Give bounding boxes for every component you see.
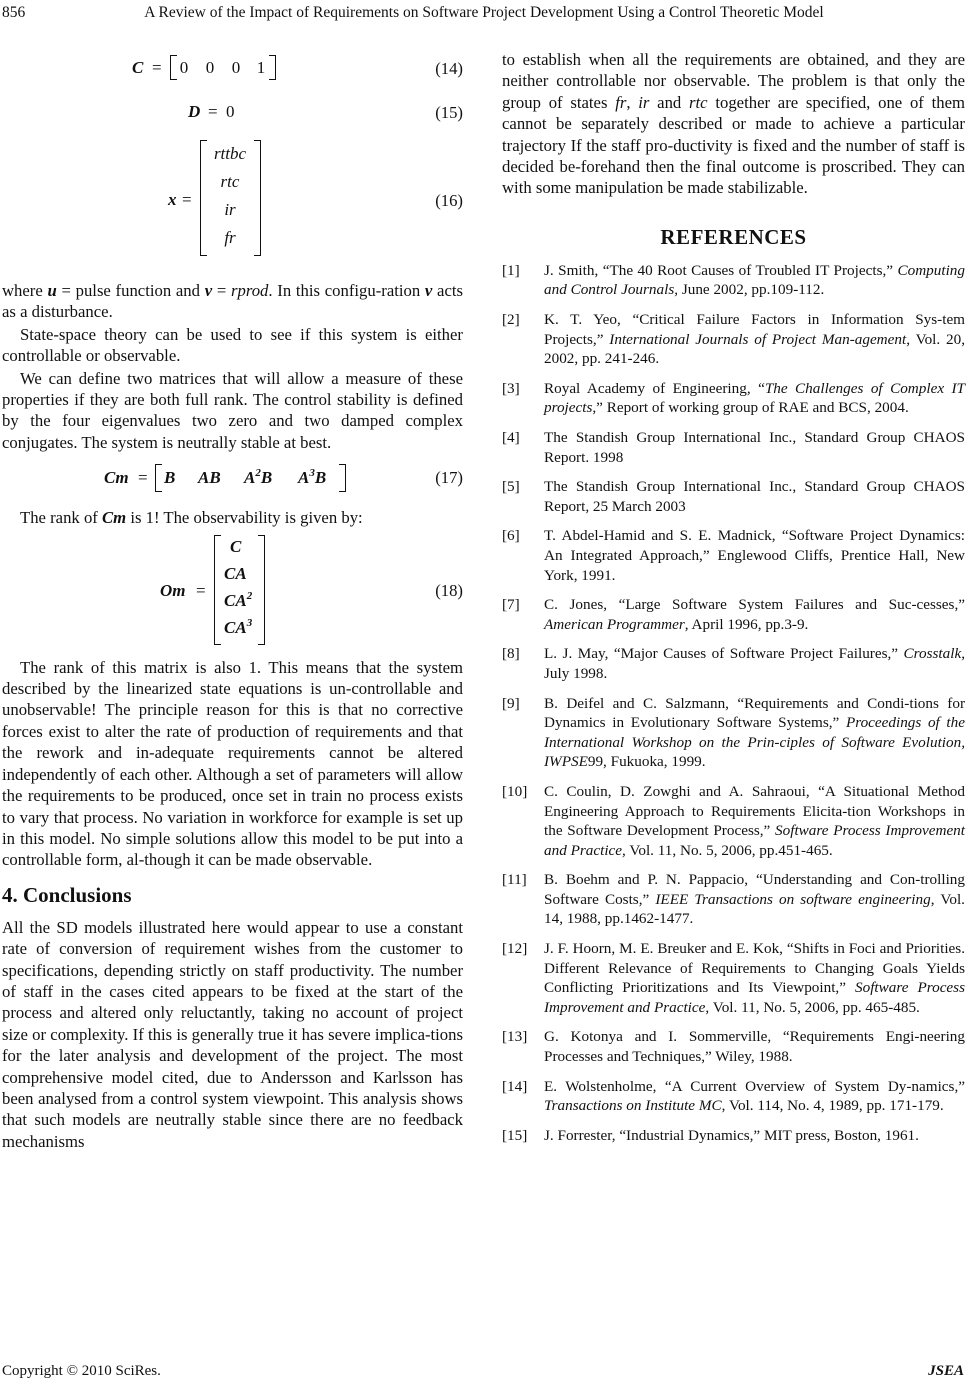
eq18-cell: $CA^2$ bbox=[224, 589, 253, 610]
eq14-cell: 0 bbox=[205, 58, 215, 77]
eq14-lhs: C bbox=[132, 58, 144, 77]
var-rprod: rprod bbox=[230, 281, 269, 300]
equation-16 bbox=[2, 136, 463, 264]
eq15-lhs: D bbox=[188, 102, 201, 121]
eq16-number: (16) bbox=[435, 191, 463, 210]
eq18-cell: $CA^3$ bbox=[224, 616, 253, 637]
references-heading: REFERENCES bbox=[660, 224, 807, 249]
paragraph-conclusions: All the SD models illustrated here would appear to use a constant rate of conversion of requirement wishes from the customer to specifications, depending strictly on staff productivity. The number of staff in the cases cited appears to be fixed at the start of the process and altered only reluctantly, taking no account of project size or complexity. If this is generally true it has severe implica-tions for the later analysis and development of the project. The most comprehensive model cited, due to Andersson and Karlsson has been analysed from a control system viewpoint. This analysis shows that such models are neutrally stable since there are no feedback mechanisms bbox=[2, 917, 463, 1151]
eq17-cell: $A^3B$ bbox=[298, 467, 327, 488]
eq17-left-bracket bbox=[155, 464, 162, 492]
reference-item: [15] J. Forrester, “Industrial Dynamics,” MIT press, Boston, 1961. bbox=[502, 1126, 919, 1144]
eq15-rhs: 0 bbox=[226, 102, 235, 121]
reference-item: [3] Royal Academy of Engineering, “The Challenges of Complex IT projects,” Report of working group of RAE and BCS, 2004. bbox=[502, 379, 965, 417]
eq14-cell: 0 bbox=[179, 58, 189, 77]
paragraph-continued: to establish when all the requirements are obtained, and they are neither controllable nor observable. The problem is that only the group of states fr, ir and rtc together are specified, one of them cannot be separately described or made to achieve a particular trajectory If the staff pro-ductivity is fixed and the number of staff is decided be-forehand then the final outcome is proscribed. They can with some manipulation be made stabilizable. bbox=[502, 50, 965, 198]
eq16-cell: rttbc bbox=[213, 144, 247, 163]
copyright-notice: Copyright © 2010 SciRes. bbox=[2, 1363, 161, 1379]
paragraph-matrices: We can define two matrices that will allow a measure of these properties if they are both full rank. The control stability is defined by the four eigenvalues two zero and two damped complex conjugates. The system is neutrally stable at best. bbox=[2, 368, 463, 452]
var-ir: ir bbox=[638, 92, 650, 112]
running-title: A Review of the Impact of Requirements on Software Project Development Using a Control Theoretic Model bbox=[144, 4, 824, 21]
eq17-lhs: Cm bbox=[104, 468, 129, 488]
eq18-cell: C bbox=[230, 536, 242, 556]
reference-item: [4] The Standish Group International Inc., Standard Group CHAOS Report. 1998 bbox=[502, 429, 965, 466]
reference-item: [13] G. Kotonya and I. Sommerville, “Requirements Engi-neering Processes and Techniques,” Wiley, 1988. bbox=[502, 1028, 965, 1066]
var-v: v bbox=[424, 281, 433, 300]
eq16-equals: = bbox=[182, 190, 192, 209]
reference-item: [10] C. Coulin, D. Zowghi and A. Sahraoui, “A Situational Method Engineering Approach to Requirements Elicita-tion Workshops in the Software Development Process,” Software Process Improvement and Practice, Vol. 11, No. 5, 2006, pp.451-465. bbox=[502, 782, 965, 859]
paragraph-definitions: where u = pulse function and v = rprod. In this configu-ration v acts as a disturbance. bbox=[2, 281, 463, 322]
page-number: 856 bbox=[2, 4, 26, 21]
equation-15 bbox=[2, 96, 463, 132]
equation-18 bbox=[2, 531, 463, 651]
reference-item: [9] B. Deifel and C. Salzmann, “Requirements and Condi-tions for Dynamics in Evolutionary Software Systems,” Proceedings of the International Workshop on the Prin-ciples of Software Evolution, IWPSE99, Fukuoka, 1999. bbox=[502, 694, 965, 771]
journal-abbreviation: JSEA bbox=[928, 1363, 964, 1379]
eq14-cell: 1 bbox=[256, 58, 266, 77]
paragraph-uncontrollable: The rank of this matrix is also 1. This means that the system described by the linearized state equations is un-controllable and unobservable! The principle reason for this is that no corrective forces exist to alter the rate of production of requirements and that the rework and in-adequate requirements cannot be altered independently of each other. Although a set of parameters will allow the requirements to be produced, once set in train no process exists to vary that process. No variation in workforce for example is set up in this model. No simple solutions allow this model to be put into a controllable form, al-though it can be made observable. bbox=[2, 657, 463, 870]
eq18-left-bracket bbox=[214, 535, 221, 645]
eq17-equals: = bbox=[138, 468, 148, 488]
eq14-left-bracket bbox=[170, 55, 177, 80]
eq18-cell: CA bbox=[224, 563, 247, 583]
var-fr: fr bbox=[615, 92, 627, 112]
page-header bbox=[0, 4, 968, 24]
eq16-lhs: x bbox=[168, 190, 177, 209]
reference-item: [2] K. T. Yeo, “Critical Failure Factors in Information Sys-tem Projects,” International Journals of Project Man-agement, Vol. 20, 2002, pp. 241-246. bbox=[502, 311, 965, 368]
reference-item: [7] C. Jones, “Large Software System Failures and Suc-cesses,” American Programmer, April 1996, pp.3-9. bbox=[502, 596, 965, 633]
reference-item: [14] E. Wolstenholme, “A Current Overview of System Dy-namics,” Transactions on Institute MC, Vol. 114, No. 4, 1989, pp. 171-179. bbox=[502, 1077, 965, 1115]
reference-list bbox=[502, 261, 965, 1146]
eq16-cell: rtc bbox=[220, 172, 240, 191]
paragraph-state-space: State-space theory can be used to see if this system is either controllable or observable. bbox=[2, 324, 463, 366]
eq17-right-bracket bbox=[339, 464, 346, 492]
var-rtc: rtc bbox=[689, 92, 708, 112]
section-heading-conclusions: 4. Conclusions bbox=[2, 882, 132, 907]
equation-17 bbox=[2, 461, 463, 501]
eq15-equals: = bbox=[208, 102, 218, 121]
eq18-number: (18) bbox=[435, 580, 463, 600]
eq14-cell: 0 bbox=[231, 58, 241, 77]
left-column bbox=[2, 50, 463, 1152]
right-column bbox=[502, 49, 965, 1155]
eq18-equals: = bbox=[196, 580, 206, 600]
var-v: v bbox=[204, 281, 213, 300]
reference-item: [1] J. Smith, “The 40 Root Causes of Troubled IT Projects,” Computing and Control Journals, June 2002, pp.109-112. bbox=[502, 261, 965, 299]
equation-14 bbox=[2, 50, 463, 90]
eq14-equals: = bbox=[152, 58, 162, 77]
eq18-lhs: Om bbox=[160, 580, 186, 600]
eq17-number: (17) bbox=[435, 468, 463, 488]
eq17-cell: $A^2B$ bbox=[244, 467, 273, 488]
var-cm: Cm bbox=[102, 508, 127, 528]
eq18-right-bracket bbox=[258, 535, 265, 645]
reference-item: [6] T. Abdel-Hamid and S. E. Madnick, “Software Project Dynamics: An Integrated Approach,” Englewood Cliffs, Prentice Hall, New York, 1991. bbox=[502, 527, 965, 584]
eq15-number: (15) bbox=[435, 103, 463, 122]
reference-item: [12] J. F. Hoorn, M. E. Breuker and E. Kok, “Shifts in Foci and Priorities. Different Relevance of Requirements to Changing Goals Yields Conflicting Prioritizations and Its Viewpoint,” Software Process Improvement and Practice, Vol. 11, No. 5, 2006, pp. 465-485. bbox=[502, 940, 965, 1016]
eq16-cell: ir bbox=[224, 200, 236, 219]
var-u: u bbox=[47, 281, 57, 300]
eq17-cell: B bbox=[164, 468, 176, 488]
reference-item: [11] B. Boehm and P. N. Pappacio, “Understanding and Con-trolling Software Costs,” IEEE Transactions on software engineering, Vol. 14, 1988, pp.1462-1477. bbox=[502, 871, 965, 928]
paragraph-rank: The rank of Cm is 1! The observability is given by: bbox=[20, 508, 363, 528]
reference-item: [8] L. J. May, “Major Causes of Software Project Failures,” Crosstalk, July 1998. bbox=[502, 645, 965, 682]
reference-item: [5] The Standish Group International Inc., Standard Group CHAOS Report, 25 March 2003 bbox=[502, 478, 965, 515]
eq16-right-bracket bbox=[254, 140, 261, 256]
eq17-cell: AB bbox=[198, 468, 221, 488]
eq14-number: (14) bbox=[435, 59, 463, 78]
eq16-cell: fr bbox=[224, 228, 236, 247]
eq14-right-bracket bbox=[269, 55, 276, 80]
